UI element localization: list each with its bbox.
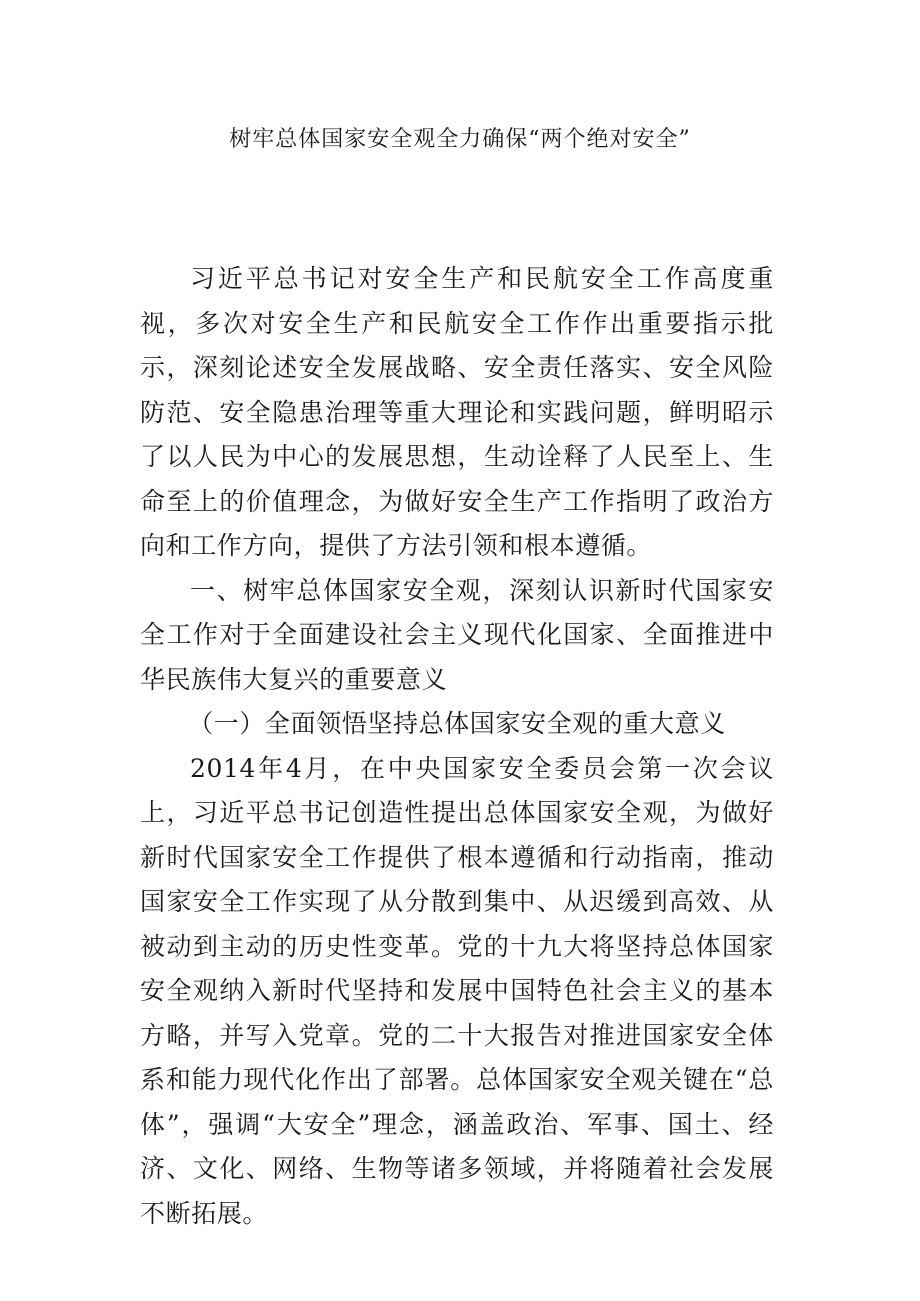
document-body <box>140 257 774 1236</box>
subsection-heading: （一）全面领悟坚持总体国家安全观的重大意义 <box>188 709 726 738</box>
body-paragraph: 2014年4月，在中央国家安全委员会第一次会议上，习近平总书记创造性提出总体国家安全观，为做好新时代国家安全工作提供了根本遵循和行动指南，推动国家安全工作实现了从分散到集中、从迟缓到高效、从被动到主动的历史性变革。党的十九大将坚持总体国家安全观纳入新时代坚持和发展中国特色社会主义的基本方略，并写入党章。党的二十大报告对推进国家安全体系和能力现代化作出了部署。总体国家安全观关键在“总体”，强调“大安全”理念，涵盖政治、军事、国土、经济、文化、网络、生物等诸多领域，并将随着社会发展不断拓展。 <box>140 753 774 1228</box>
intro-paragraph: 习近平总书记对安全生产和民航安全工作高度重视，多次对安全生产和民航安全工作作出重要指示批示，深刻论述安全发展战略、安全责任落实、安全风险防范、安全隐患治理等重大理论和实践问题，鲜明昭示了以人民为中心的发展思想，生动诠释了人民至上、生命至上的价值理念，为做好安全生产工作指明了政治方向和工作方向，提供了方法引领和根本遵循。 <box>140 264 774 560</box>
section-heading: 一、树牢总体国家安全观，深刻认识新时代国家安全工作对于全面建设社会主义现代化国家、全面推进中华民族伟大复兴的重要意义 <box>140 575 774 694</box>
document-title: 树牢总体国家安全观全力确保“两个绝对安全” <box>229 127 691 152</box>
